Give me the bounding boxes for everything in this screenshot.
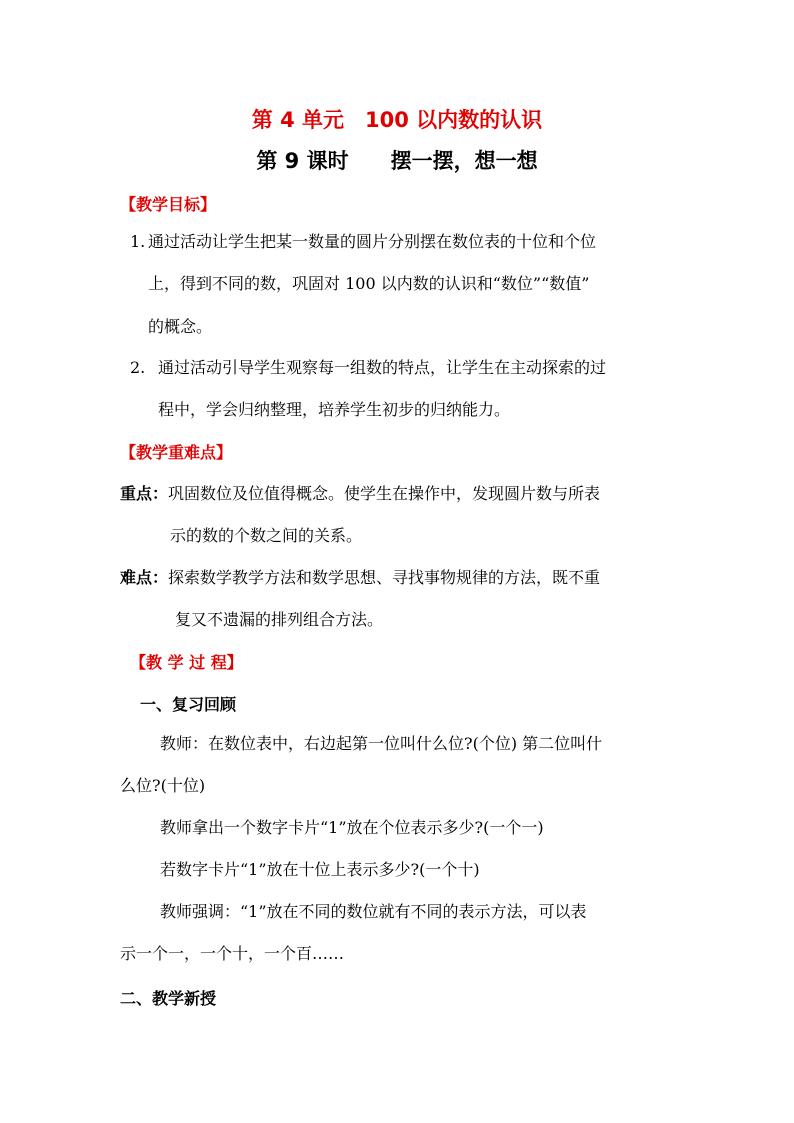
process-paragraph-6: 示一个一，一个十，一个百…… [120,944,345,963]
hard-point-text-1: 探索数学教学方法和数学思想、寻找事物规律的方法，既不重 [168,568,601,587]
process-paragraph-3: 教师拿出一个数字卡片“1”放在个位表示多少?(一个一) [160,818,544,837]
hard-point-line-1 [120,568,600,588]
goal-2-number: 2. [130,358,146,377]
lesson-title: 第 9 课时 摆一摆，想一想 [256,149,538,173]
process-paragraph-1: 教师：在数位表中，右边起第一位叫什么位?(个位) 第二位叫什 [160,734,603,753]
goal-1-number: 1. [130,232,146,251]
goal-1-line-1: 通过活动让学生把某一数量的圆片分别摆在数位表的十位和个位 [148,232,597,251]
key-point-line-1 [120,484,600,504]
hard-point-line-2: 复又不遗漏的排列组合方法。 [175,610,384,629]
process-paragraph-2: 么位?(十位) [120,776,206,795]
key-point-line-2: 示的数的个数之间的关系。 [170,526,363,545]
goal-2-line-1: 通过活动引导学生观察每一组数的特点，让学生在主动探索的过 [158,358,607,377]
goal-1-line-3: 的概念。 [148,317,213,336]
hard-point-label: 难点： [120,568,169,587]
section-new-teaching: 二、教学新授 [120,989,217,1008]
key-point-label: 重点： [120,484,169,503]
unit-title: 第 4 单元 100 以内数的认识 [251,108,543,132]
key-point-text-1: 巩固数位及位值得概念。使学生在操作中，发现圆片数与所表 [168,484,601,503]
process-paragraph-5: 教师强调：“1”放在不同的数位就有不同的表示方法，可以表 [160,902,587,921]
goal-1-line-2: 上，得到不同的数，巩固对 100 以内数的认识和“数位”“数值” [148,274,590,293]
difficulties-heading: 【教学重难点】 [120,443,233,462]
process-heading: 【教 学 过 程】 [130,653,243,672]
section-review: 一、复习回顾 [140,695,237,714]
goals-heading: 【教学目标】 [120,195,217,214]
goal-2-line-2: 程中，学会归纳整理，培养学生初步的归纳能力。 [158,400,511,419]
process-paragraph-4: 若数字卡片“1”放在十位上表示多少?(一个十) [160,860,480,879]
